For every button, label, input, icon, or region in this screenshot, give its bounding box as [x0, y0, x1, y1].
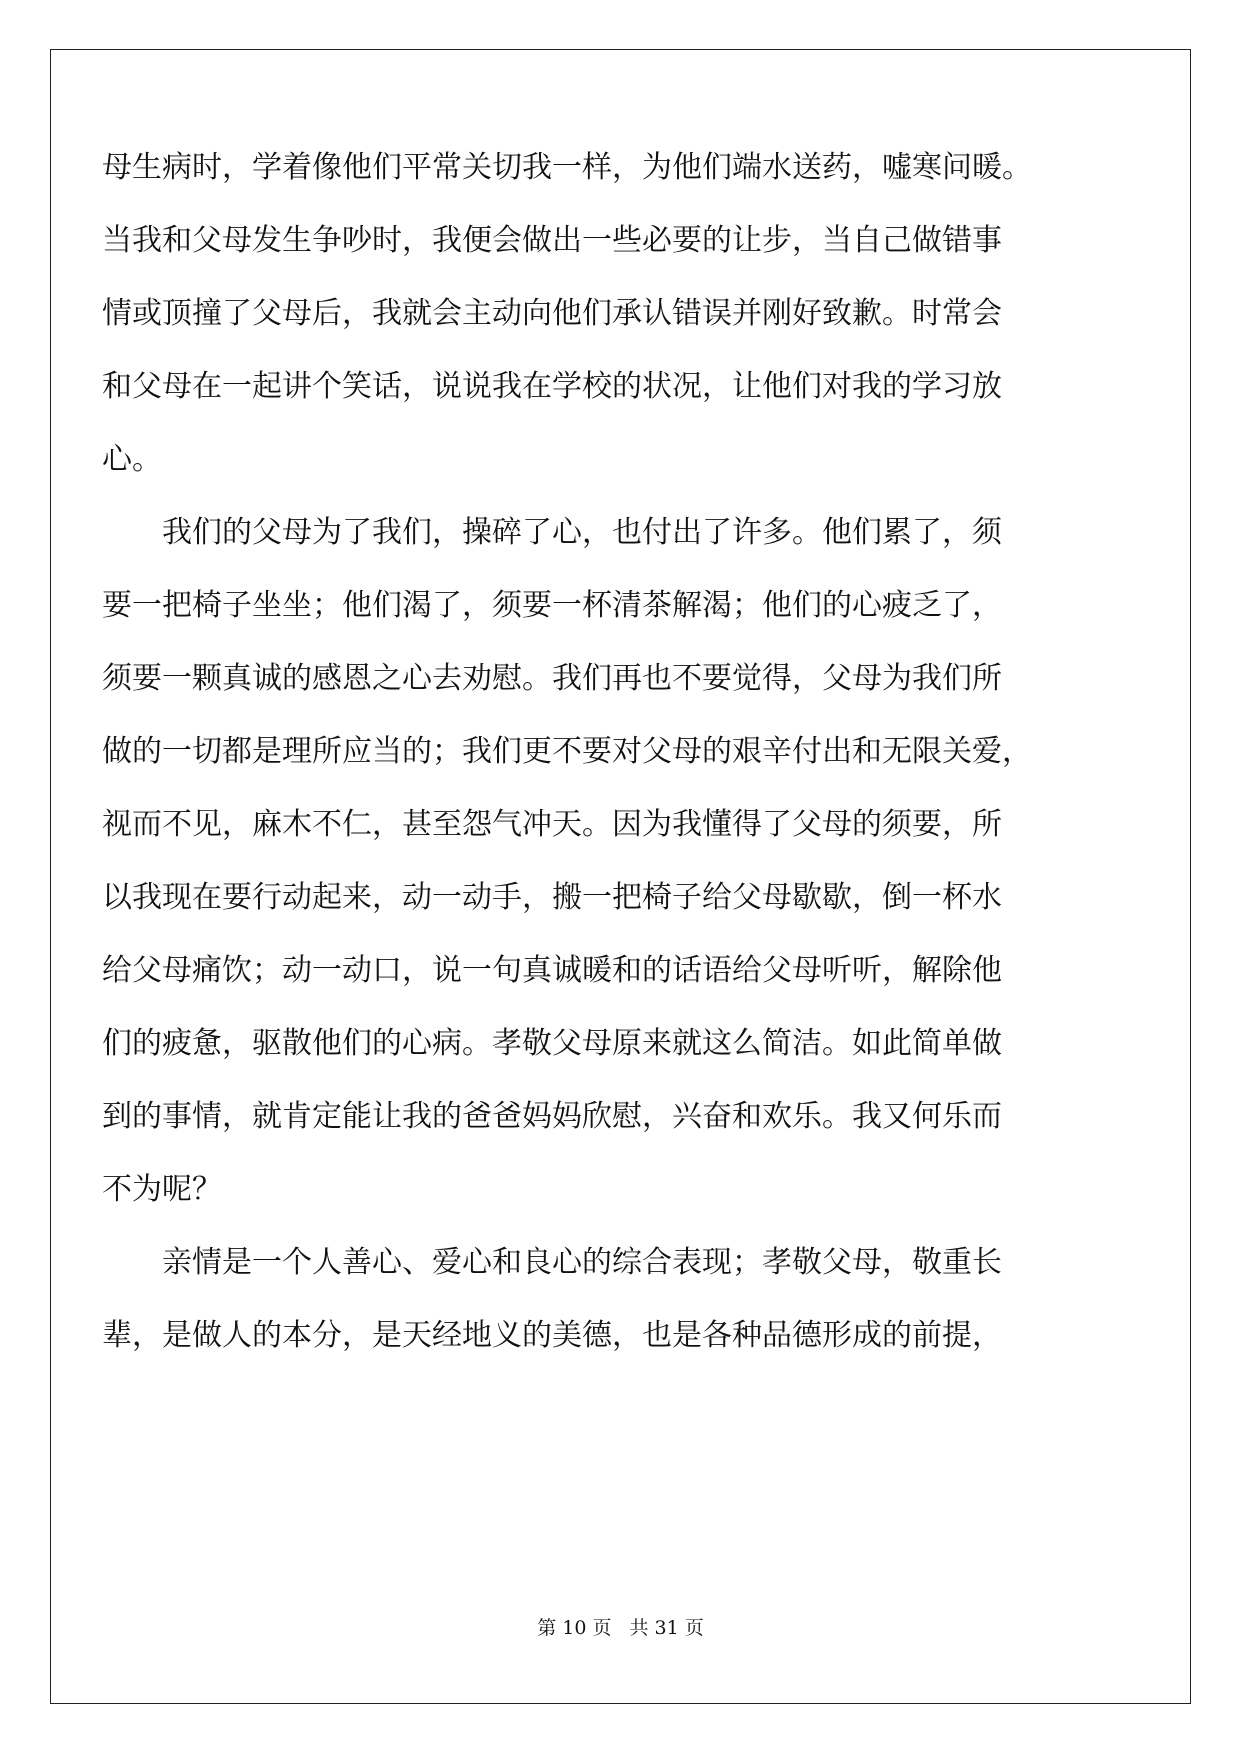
text-line: 须要一颗真诚的感恩之心去劝慰。我们再也不要觉得，父母为我们所: [102, 661, 1002, 696]
page-total: 共 31 页: [629, 1617, 704, 1639]
text-line: 心。: [102, 442, 162, 477]
text-line: 母生病时，学着像他们平常关切我一样，为他们端水送药，嘘寒问暖。: [102, 150, 1032, 185]
text-line: 和父母在一起讲个笑话，说说我在学校的状况，让他们对我的学习放: [102, 369, 1002, 404]
text-line: 给父母痛饮；动一动口，说一句真诚暖和的话语给父母听听，解除他: [102, 953, 1002, 988]
text-line: 辈，是做人的本分，是天经地义的美德，也是各种品德形成的前提，: [102, 1318, 1002, 1353]
text-line: 视而不见，麻木不仁，甚至怨气冲天。因为我懂得了父母的须要，所: [102, 807, 1002, 842]
text-line: 当我和父母发生争吵时，我便会做出一些必要的让步，当自己做错事: [102, 223, 1002, 258]
text-line: 做的一切都是理所应当的；我们更不要对父母的艰辛付出和无限关爱，: [102, 734, 1032, 769]
page-number: 第 10 页: [537, 1617, 612, 1639]
text-line: 亲情是一个人善心、爱心和良心的综合表现；孝敬父母，敬重长: [102, 1245, 1002, 1280]
text-line: 以我现在要行动起来，动一动手，搬一把椅子给父母歇歇，倒一杯水: [102, 880, 1002, 915]
text-line: 我们的父母为了我们，操碎了心，也付出了许多。他们累了，须: [102, 515, 1002, 550]
text-line: 情或顶撞了父母后，我就会主动向他们承认错误并刚好致歉。时常会: [102, 296, 1002, 331]
page-footer: [0, 1613, 1241, 1640]
text-line: 不为呢？: [102, 1172, 222, 1207]
text-line: 们的疲惫，驱散他们的心病。孝敬父母原来就这么简洁。如此简单做: [102, 1026, 1002, 1061]
text-line: 到的事情，就肯定能让我的爸爸妈妈欣慰，兴奋和欢乐。我又何乐而: [102, 1099, 1002, 1134]
text-line: 要一把椅子坐坐；他们渴了，须要一杯清茶解渴；他们的心疲乏了，: [102, 588, 1002, 623]
